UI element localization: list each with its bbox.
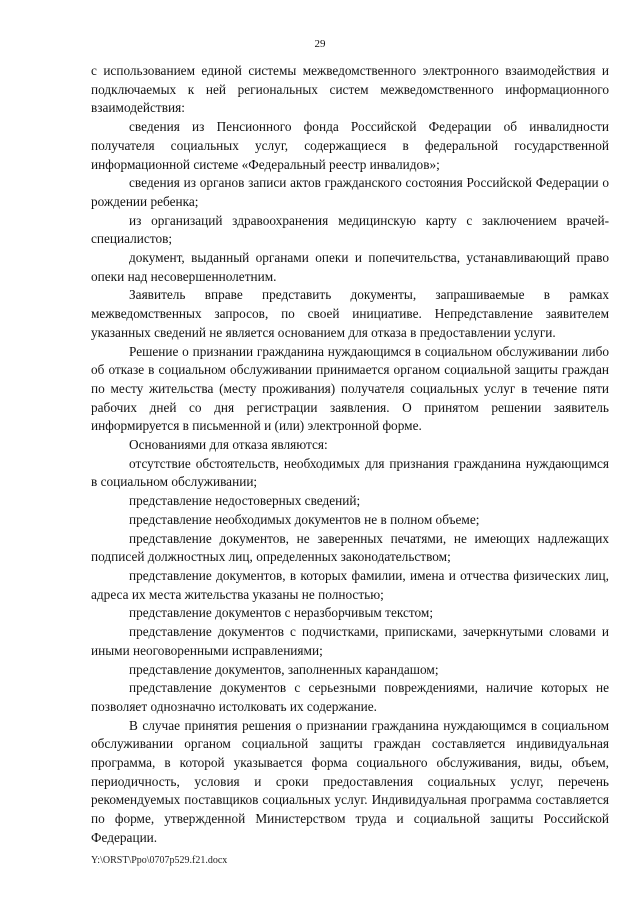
paragraph: В случае принятия решения о признании гражданина нуждающимся в социальном обслуживании органом социальной защиты граждан составляется индивидуальная программа, в которой указывается форма социального обслуживания, виды, объем, периодичность, условия и сроки предоставления социальных услуг, перечень рекомендуемых поставщиков социальных услуг. Индивидуальная программа составляется по форме, утвержденной Министерством труда и социальной защиты Российской Федерации. [91,717,609,845]
paragraph: Заявитель вправе представить документы, запрашиваемые в рамках межведомственных запросов, по своей инициативе. Непредставление заявителем указанных сведений не является основанием для отказа в предоставлении услуги. [91,287,609,340]
paragraph: Решение о признании гражданина нуждающимся в социальном обслуживании либо об отказе в социальном обслуживании принимается органом социальной защиты граждан по месту жительства (месту проживания) получателя социальных услуг в течение пяти рабочих дней со дня регистрации заявления. О принятом решении заявитель информируется в письменной и (или) электронной форме. [91,343,609,434]
paragraph: сведения из Пенсионного фонда Российской Федерации об инвалидности получателя социальных услуг, содержащиеся в федеральной государственной информационной системе «Федеральный реестр инвалидов»; [91,119,609,172]
list-item: представление документов, не заверенных печатями, не имеющих надлежащих подписей должностных лиц, определенных законодательством; [91,530,609,565]
list-item: представление документов, в которых фамилии, имена и отчества физических лиц, адреса их места жительства указаны не полностью; [91,567,609,602]
paragraph: сведения из органов записи актов гражданского состояния Российской Федерации о рождении ребенка; [91,175,609,209]
paragraph: Основаниями для отказа являются: [129,437,328,453]
list-item: представление документов с подчистками, приписками, зачеркнутыми словами и иными неоговоренными исправлениями; [91,624,609,658]
list-item: представление необходимых документов не в полном объеме; [129,511,480,527]
paragraph: с использованием единой системы межведомственного электронного взаимодействия и подключаемых к ней региональных систем межведомственного информационного взаимодействия: [91,63,609,116]
list-item: представление документов, заполненных карандашом; [129,661,439,677]
page-number: 29 [314,38,326,50]
list-item: отсутствие обстоятельств, необходимых для признания гражданина нуждающимся в социальном обслуживании; [91,455,609,490]
footer-file-path: Y:\ORST\Ppo\0707p529.f21.docx [91,855,228,866]
list-item: представление недостоверных сведений; [129,493,361,509]
document-body [91,62,609,848]
paragraph: документ, выданный органами опеки и попечительства, устанавливающий право опеки над несовершеннолетним. [91,250,609,284]
paragraph: из организаций здравоохранения медицинскую карту с заключением врачей-специалистов; [91,212,609,247]
list-item: представление документов с неразборчивым текстом; [129,605,434,621]
list-item: представление документов с серьезными повреждениями, наличие которых не позволяет однозначно истолковать их содержание. [91,680,609,714]
